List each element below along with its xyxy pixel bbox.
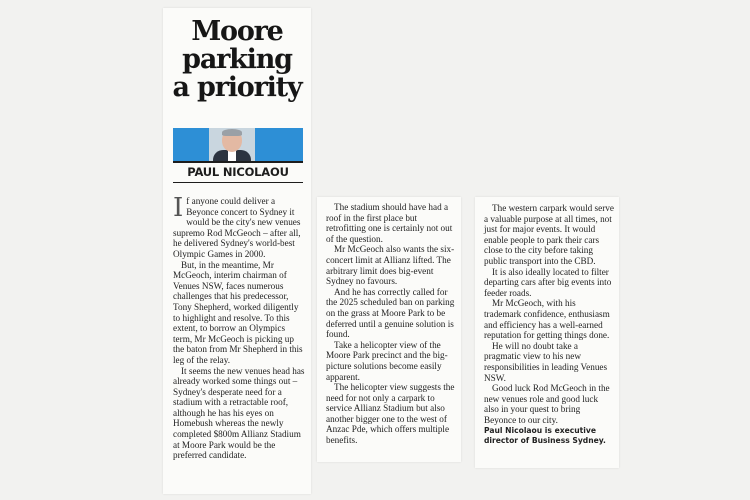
byline (173, 128, 303, 185)
paragraph-text: f anyone could deliver a Beyonce concert to Sydney it would be the city's new venues supremo Rod McGeoch – after all, he delivered Sydney's world-best Olympic Games in 2000. (173, 196, 301, 259)
headline-line-1: Moore (191, 16, 283, 47)
headline-line-3: a priority (172, 72, 302, 103)
paragraph: The stadium should have had a roof in the first place but retrofitting one is certainly not out of the question. (326, 202, 453, 244)
byline-banner (173, 128, 303, 161)
drop-cap: I (173, 193, 184, 223)
column-3-text (484, 203, 614, 446)
paragraph: And he has correctly called for the 2025 scheduled ban on parking on the grass at Moore Park to be deferred until a genuine solution is found. (326, 286, 455, 340)
author-name: PAUL NICOLAOU (187, 165, 289, 179)
paragraph (173, 193, 305, 260)
paragraph: Mr McGeoch, with his trademark confidence, enthusiasm and efficiency has a well-earned reputation for getting things done. (484, 298, 610, 341)
paragraph: Mr McGeoch also wants the six-concert limit at Allianz lifted. The arbitrary limit does big-event Sydney no favours. (326, 244, 455, 287)
headline (163, 18, 311, 102)
article-column-2 (317, 197, 461, 462)
headline-line-2: parking (182, 44, 292, 75)
column-2-text (326, 202, 456, 446)
author-tagline: Paul Nicolaou is executive director of Business Sydney. (484, 426, 606, 446)
paragraph: He will no doubt take a pragmatic view to his new responsibilities in leading Venues NSW. (484, 340, 608, 383)
paragraph: The western carpark would serve a valuable purpose at all times, not just for major events. It would enable people to park their cars close to the city before taking public transport into the CBD. (484, 203, 614, 266)
paragraph: Good luck Rod McGeoch in the new venues role and good luck also in your quest to bring Beyonce to our city. (484, 383, 610, 425)
byline-divider (173, 161, 303, 163)
paragraph: Take a helicopter view of the Moore Park precinct and the big-picture solutions become easily apparent. (326, 339, 448, 382)
article-column-3 (475, 197, 619, 468)
column-1-text (173, 193, 305, 461)
paragraph: But, in the meantime, Mr McGeoch, interim chairman of Venues NSW, faces numerous challenges that his predecessor, Tony Shepherd, worked diligently to highlight and resolve. To this extent, to borrow an Olympics term, Mr McGeoch is picking up the baton from Mr Shepherd in this leg of the relay. (173, 259, 303, 365)
byline-divider-bottom (173, 182, 303, 183)
paragraph: It seems the new venues head has already worked some things out – Sydney's desperate need for a stadium with a retractable roof, although he has his eyes on Homebush whereas the newly completed $800m Allianz Stadium at Moore Park would be the preferred candidate. (173, 365, 305, 461)
paragraph: It is also ideally located to filter departing cars after big events into feeder roads. (484, 266, 612, 298)
article-column-1 (163, 8, 311, 494)
paragraph: The helicopter view suggests the need for not only a carpark to service Allianz Stadium but also another bigger one to the west of Anzac Pde, which offers multiple benefits. (326, 382, 455, 446)
